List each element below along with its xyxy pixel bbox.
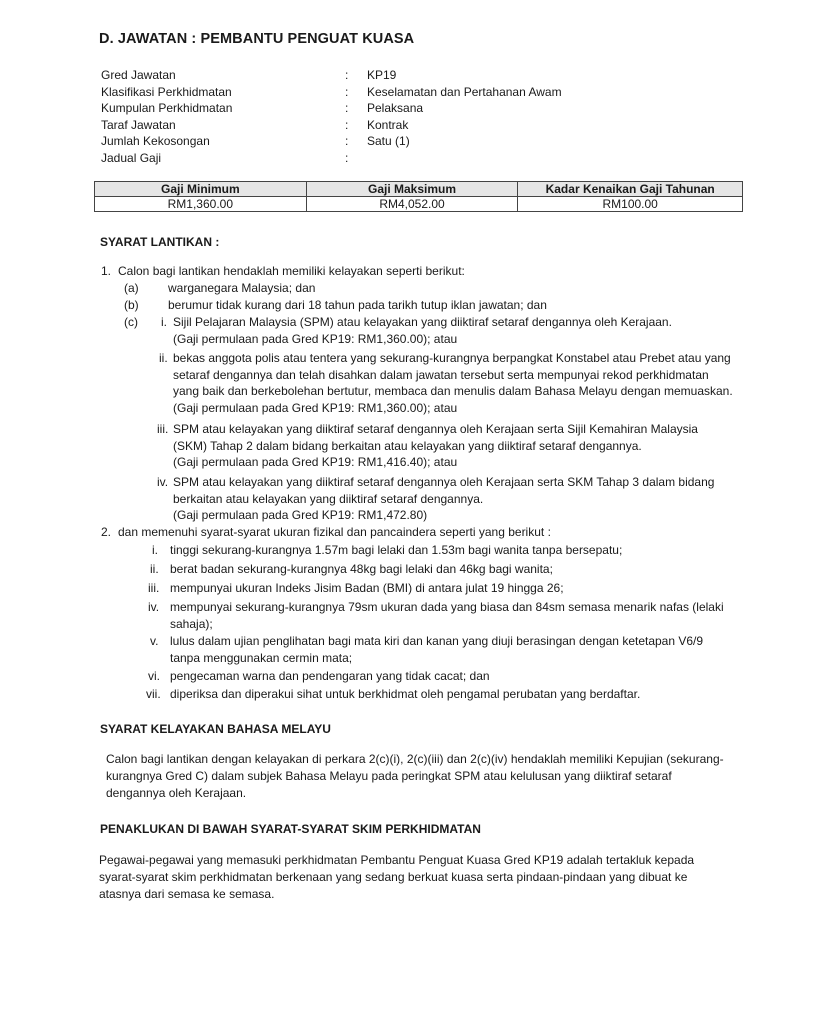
info-colon: : <box>345 150 349 165</box>
salary-header-maksimum: Gaji Maksimum <box>306 182 518 197</box>
info-colon: : <box>345 84 349 99</box>
section-heading-syarat-lantikan: SYARAT LANTIKAN : <box>100 235 220 249</box>
info-row-kumpulan <box>101 100 701 117</box>
text-line: Sijil Pelajaran Malaysia (SPM) atau kelayakan yang diiktiraf setaraf dengannya oleh Kerajaan. <box>173 315 672 329</box>
salary-cell-minimum: RM1,360.00 <box>95 197 307 212</box>
info-value: Pelaksana <box>367 101 424 116</box>
item-1c-i-number: i. <box>161 315 167 329</box>
item-2-number: 2. <box>101 525 112 539</box>
info-row-jadual-gaji <box>101 150 701 167</box>
text-line: setaraf dengannya dan telah disahkan dalam jawatan tersebut serta mempunyai rekod perkhidmatan <box>173 367 709 382</box>
job-info-list <box>101 67 701 167</box>
item-1b-label: (b) <box>124 298 139 312</box>
item-1c-label: (c) <box>124 315 138 329</box>
salary-header-minimum: Gaji Minimum <box>95 182 307 197</box>
item-1c-i-text <box>173 314 672 347</box>
item-2-ii-text: berat badan sekurang-kurangnya 48kg bagi lelaki dan 46kg bagi wanita; <box>170 562 553 576</box>
bahasa-melayu-paragraph <box>106 751 724 802</box>
section-heading-bahasa-melayu: SYARAT KELAYAKAN BAHASA MELAYU <box>100 722 331 736</box>
info-label: Jadual Gaji <box>101 150 162 165</box>
item-2-iv-number: iv. <box>148 600 160 614</box>
salary-table-row <box>95 197 743 212</box>
info-label: Jumlah Kekosongan <box>101 134 210 149</box>
item-2-i-number: i. <box>152 543 158 557</box>
text-line: Calon bagi lantikan dengan kelayakan di perkara 2(c)(i), 2(c)(iii) dan 2(c)(iv) hendaklah memiliki Kepujian (sekurang- <box>106 752 724 766</box>
info-label: Klasifikasi Perkhidmatan <box>101 84 232 99</box>
info-label: Taraf Jawatan <box>101 117 176 132</box>
text-line: (SKM) Tahap 2 dalam bidang berkaitan atau kelayakan yang diiktiraf setaraf dengannya. <box>173 438 642 453</box>
item-2-iv-text <box>170 599 724 632</box>
text-line: atasnya dari semasa ke semasa. <box>99 887 275 901</box>
item-1-text: Calon bagi lantikan hendaklah memiliki kelayakan seperti berikut: <box>118 264 465 278</box>
item-2-iii-number: iii. <box>148 581 160 595</box>
info-label: Gred Jawatan <box>101 68 176 82</box>
item-1-number: 1. <box>101 264 112 278</box>
text-line: (Gaji permulaan pada Gred KP19: RM1,472.80) <box>173 508 428 522</box>
item-2-text: dan memenuhi syarat-syarat ukuran fizikal dan pancaindera seperti yang berikut : <box>118 525 551 539</box>
info-value: Kontrak <box>367 117 409 132</box>
info-row-kekosongan <box>101 133 701 150</box>
info-value: KP19 <box>367 68 397 82</box>
section-heading-penaklukan: PENAKLUKAN DI BAWAH SYARAT-SYARAT SKIM PERKHIDMATAN <box>100 822 481 836</box>
text-line: (Gaji permulaan pada Gred KP19: RM1,416.40); atau <box>173 455 458 469</box>
info-value: Satu (1) <box>367 134 410 149</box>
item-1c-ii-text <box>173 350 733 416</box>
item-1c-iii-text <box>173 421 698 471</box>
salary-table-header-row <box>95 182 743 197</box>
salary-header-kenaikan: Kadar Kenaikan Gaji Tahunan <box>518 182 743 197</box>
info-value <box>367 150 701 167</box>
item-2-vi-text: pengecaman warna dan pendengaran yang tidak cacat; dan <box>170 669 490 683</box>
item-1c-ii-number: ii. <box>159 351 168 365</box>
item-2-i-text: tinggi sekurang-kurangnya 1.57m bagi lelaki dan 1.53m bagi wanita tanpa bersepatu; <box>170 543 623 557</box>
item-1b-text: berumur tidak kurang dari 18 tahun pada tarikh tutup iklan jawatan; dan <box>168 298 547 312</box>
salary-cell-maksimum: RM4,052.00 <box>306 197 518 212</box>
info-colon: : <box>345 134 349 149</box>
item-1a-text: warganegara Malaysia; dan <box>168 281 316 295</box>
text-line: SPM atau kelayakan yang diiktiraf setaraf dengannya oleh Kerajaan serta Sijil Kemahiran Malaysia <box>173 422 698 436</box>
info-value: Keselamatan dan Pertahanan Awam <box>367 84 562 99</box>
page-title: D. JAWATAN : PEMBANTU PENGUAT KUASA <box>99 31 415 47</box>
item-2-v-text <box>170 633 703 666</box>
info-row-klasifikasi <box>101 84 701 101</box>
item-1c-iv-text <box>173 474 714 524</box>
item-2-iii-text: mempunyai ukuran Indeks Jisim Badan (BMI) di antara julat 19 hingga 26; <box>170 581 564 595</box>
info-label: Kumpulan Perkhidmatan <box>101 101 233 116</box>
text-line: yang baik dan berkebolehan bertutur, membaca dan menulis dalam Bahasa Melayu dengan memuaskan. <box>173 384 733 398</box>
text-line: dengannya oleh Kerajaan. <box>106 786 247 800</box>
info-colon: : <box>345 68 349 82</box>
item-1c-iii-number: iii. <box>157 422 169 436</box>
item-2-v-number: v. <box>150 634 159 648</box>
item-2-vi-number: vi. <box>148 669 160 683</box>
salary-table <box>94 181 743 212</box>
info-colon: : <box>345 101 349 116</box>
text-line: syarat-syarat skim perkhidmatan berkenaan yang sedang berkuat kuasa serta pindaan-pindaan yang dibuat ke <box>99 870 688 884</box>
text-line: (Gaji permulaan pada Gred KP19: RM1,360.00); atau <box>173 400 458 415</box>
item-1a-label: (a) <box>124 281 139 295</box>
info-row-taraf <box>101 117 701 134</box>
text-line: berkaitan atau kelayakan yang diiktiraf setaraf dengannya. <box>173 491 484 506</box>
text-line: lulus dalam ujian penglihatan bagi mata kiri dan kanan yang diuji berasingan dengan ketetapan V6/9 <box>170 634 704 648</box>
text-line: kurangnya Gred C) dalam subjek Bahasa Melayu pada peringkat SPM atau kelulusan yang diiktiraf setaraf <box>106 769 672 783</box>
text-line: (Gaji permulaan pada Gred KP19: RM1,360.00); atau <box>173 331 458 346</box>
penaklukan-paragraph <box>99 852 694 903</box>
text-line: tanpa menggunakan cermin mata; <box>170 650 353 665</box>
text-line: bekas anggota polis atau tentera yang sekurang-kurangnya berpangkat Konstabel atau Prebet atau yang <box>173 351 731 365</box>
item-2-vii-text: diperiksa dan diperakui sihat untuk berkhidmat oleh pengamal perubatan yang berdaftar. <box>170 687 641 701</box>
text-line: mempunyai sekurang-kurangnya 79sm ukuran dada yang biasa dan 84sm semasa menarik nafas (lelaki <box>170 600 724 614</box>
item-2-ii-number: ii. <box>150 562 159 576</box>
item-1c-iv-number: iv. <box>157 475 169 489</box>
info-row-gred <box>101 67 701 84</box>
info-colon: : <box>345 117 349 132</box>
item-2-vii-number: vii. <box>146 687 161 701</box>
text-line: sahaja); <box>170 616 213 631</box>
salary-cell-kenaikan: RM100.00 <box>518 197 743 212</box>
text-line: Pegawai-pegawai yang memasuki perkhidmatan Pembantu Penguat Kuasa Gred KP19 adalah tertakluk kepada <box>99 853 695 867</box>
text-line: SPM atau kelayakan yang diiktiraf setaraf dengannya oleh Kerajaan serta SKM Tahap 3 dalam bidang <box>173 475 715 489</box>
